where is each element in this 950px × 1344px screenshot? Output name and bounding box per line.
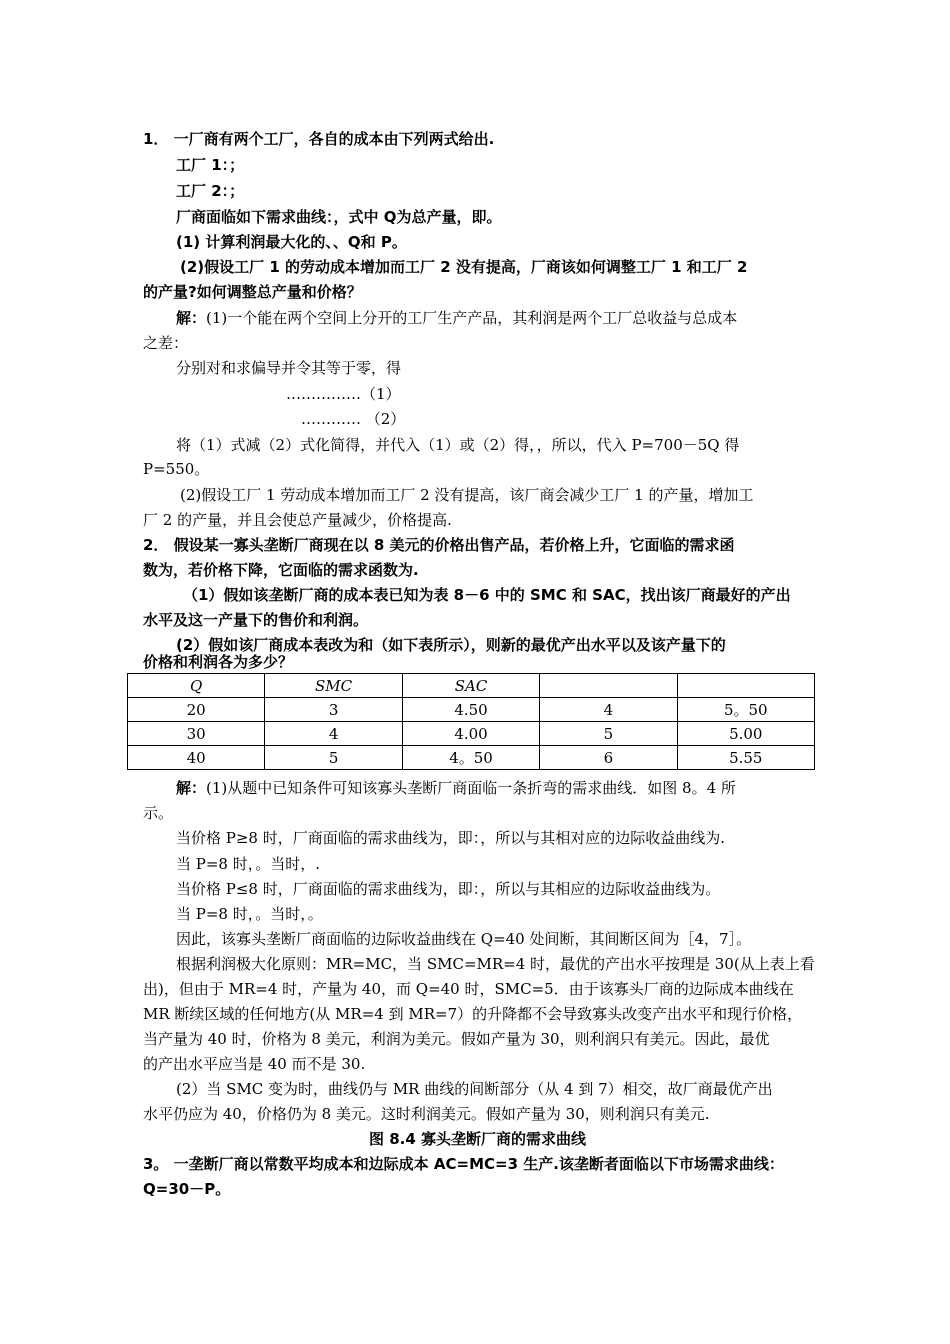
table-header-cell: SMC xyxy=(265,674,402,698)
q2-part1-line1: （1）假如该垄断厂商的成本表已知为表 8－6 中的 SMC 和 SAC，找出该厂商最好的产出 xyxy=(183,586,791,604)
table-header-row xyxy=(128,674,815,698)
table-row xyxy=(128,722,815,746)
q1-part1: (1) 计算利润最大化的、、Q和 P。 xyxy=(176,233,407,251)
q2-solution-line5: 当价格 P≤8 时，厂商面临的需求曲线为，即：，所以与其相应的边际收益曲线为。 xyxy=(176,880,721,898)
q2-solution-line8: 根据利润极大化原则：MR=MC，当 SMC=MR=4 时，最优的产出水平按理是 30(从上表上看 xyxy=(176,955,815,973)
table-cell: 3 xyxy=(265,698,402,722)
figure-caption: 图 8.4 寡头垄断厂商的需求曲线 xyxy=(369,1130,587,1148)
table-header-cell: SAC xyxy=(402,674,539,698)
q1-solution-text: (1)一个能在两个空间上分开的工厂生产产品，其利润是两个工厂总收益与总成本 xyxy=(206,309,738,327)
q3-title-line2: Q=30－P。 xyxy=(143,1180,231,1198)
q2-solution-text: (1)从题中已知条件可知该寡头垄断厂商面临一条折弯的需求曲线．如图 8。4 所 xyxy=(206,779,736,797)
q1-solution-line4: 将（1）式减（2）式化简得，并代入（1）或（2）得，，所以，代入 P=700－5Q 得 xyxy=(176,436,740,454)
solution-label: 解： xyxy=(176,309,207,327)
table-cell: 5.55 xyxy=(677,746,814,770)
q1-solution-line1 xyxy=(176,307,737,329)
q2-part2-line2: 价格和利润各为多少？ xyxy=(143,653,294,671)
q2-solution-part2-line1: (2）当 SMC 变为时，曲线仍与 MR 曲线的间断部分（从 4 到 7）相交，故厂商最优产出 xyxy=(176,1080,773,1098)
table-cell: 20 xyxy=(128,698,265,722)
table-row xyxy=(128,698,815,722)
q1-part2-line1: (2)假设工厂 1 的劳动成本增加而工厂 2 没有提高，厂商该如何调整工厂 1 和工厂 2 xyxy=(180,258,748,276)
table-cell: 40 xyxy=(128,746,265,770)
q2-part1-line2: 水平及这一产量下的售价和利润。 xyxy=(143,611,369,629)
q2-solution-line11: 当产量为 40 时，价格为 8 美元，利润为美元。假如产量为 30，则利润只有美元。因此，最优 xyxy=(143,1030,770,1048)
table-row xyxy=(128,746,815,770)
q2-solution-line9: 出)，但由于 MR=4 时，产量为 40，而 Q=40 时，SMC=5．由于该寡头厂商的边际成本曲线在 xyxy=(143,980,794,998)
table-cell: 5 xyxy=(540,722,677,746)
q1-solution-line5: P=550。 xyxy=(143,460,210,478)
table-cell: 30 xyxy=(128,722,265,746)
q1-solution-part2-line2: 厂 2 的产量，并且会使总产量减少，价格提高. xyxy=(143,511,452,529)
q1-solution-part2-line1: (2)假设工厂 1 劳动成本增加而工厂 2 没有提高，该厂商会减少工厂 1 的产量，增加工 xyxy=(180,486,754,504)
table-cell: 5.00 xyxy=(677,722,814,746)
q2-solution-line4: 当 P=8 时，。当时，. xyxy=(176,855,321,873)
q1-solution-line2: 之差： xyxy=(143,334,189,352)
q1-demand: 厂商面临如下需求曲线：，式中 Q为总产量，即。 xyxy=(176,208,502,226)
equation-2: ………… （2） xyxy=(301,410,406,428)
q2-part2-line1: (2）假如该厂商成本表改为和（如下表所示），则新的最优产出水平以及该产量下的 xyxy=(176,636,726,654)
table-header-cell xyxy=(677,674,814,698)
equation-1: ……………（1） xyxy=(286,385,401,403)
q1-factory1: 工厂 1：； xyxy=(176,156,245,174)
q2-solution-line3: 当价格 P≥8 时，厂商面临的需求曲线为，即：，所以与其相对应的边际收益曲线为. xyxy=(176,829,726,847)
table-header-cell: Q xyxy=(128,674,265,698)
solution-label: 解： xyxy=(176,779,207,797)
table-cell: 4 xyxy=(265,722,402,746)
table-header-cell xyxy=(540,674,677,698)
table-cell: 4.50 xyxy=(402,698,539,722)
q1-solution-line3: 分别对和求偏导并令其等于零，得 xyxy=(176,359,402,377)
q2-title-line1: 2． 假设某一寡头垄断厂商现在以 8 美元的价格出售产品，若价格上升，它面临的需求函 xyxy=(143,536,735,554)
table-cell: 4。50 xyxy=(402,746,539,770)
q1-factory2: 工厂 2：； xyxy=(176,182,245,200)
table-cell: 4 xyxy=(540,698,677,722)
cost-table xyxy=(127,673,815,770)
q3-title-line1: 3。 一垄断厂商以常数平均成本和边际成本 AC=MC=3 生产.该垄断者面临以下市场需求曲线： xyxy=(143,1155,784,1173)
table-cell: 6 xyxy=(540,746,677,770)
q2-solution-line6: 当 P=8 时，。当时，。 xyxy=(176,905,323,923)
q1-part2-line2: 的产量?如何调整总产量和价格？ xyxy=(143,283,362,301)
q2-solution-line2: 示。 xyxy=(143,804,174,822)
table-cell: 4.00 xyxy=(402,722,539,746)
q2-title-line2: 数为，若价格下降，它面临的需求函数为. xyxy=(143,561,419,579)
q2-solution-part2-line2: 水平仍应为 40，价格仍为 8 美元。这时利润美元。假如产量为 30，则利润只有美元. xyxy=(143,1105,710,1123)
q2-solution-line7: 因此，该寡头垄断厂商面临的边际收益曲线在 Q=40 处间断，其间断区间为［4，7］。 xyxy=(176,930,752,948)
q1-title: 1． 一厂商有两个工厂，各自的成本由下列两式给出. xyxy=(143,130,495,148)
table-cell: 5。50 xyxy=(677,698,814,722)
q2-solution-line1 xyxy=(176,777,736,799)
table-cell: 5 xyxy=(265,746,402,770)
q2-solution-line10: MR 断续区域的任何地方(从 MR=4 到 MR=7）的升降都不会导致寡头改变产出水平和现行价格， xyxy=(143,1005,803,1023)
q2-solution-line12: 的产出水平应当是 40 而不是 30. xyxy=(143,1055,366,1073)
